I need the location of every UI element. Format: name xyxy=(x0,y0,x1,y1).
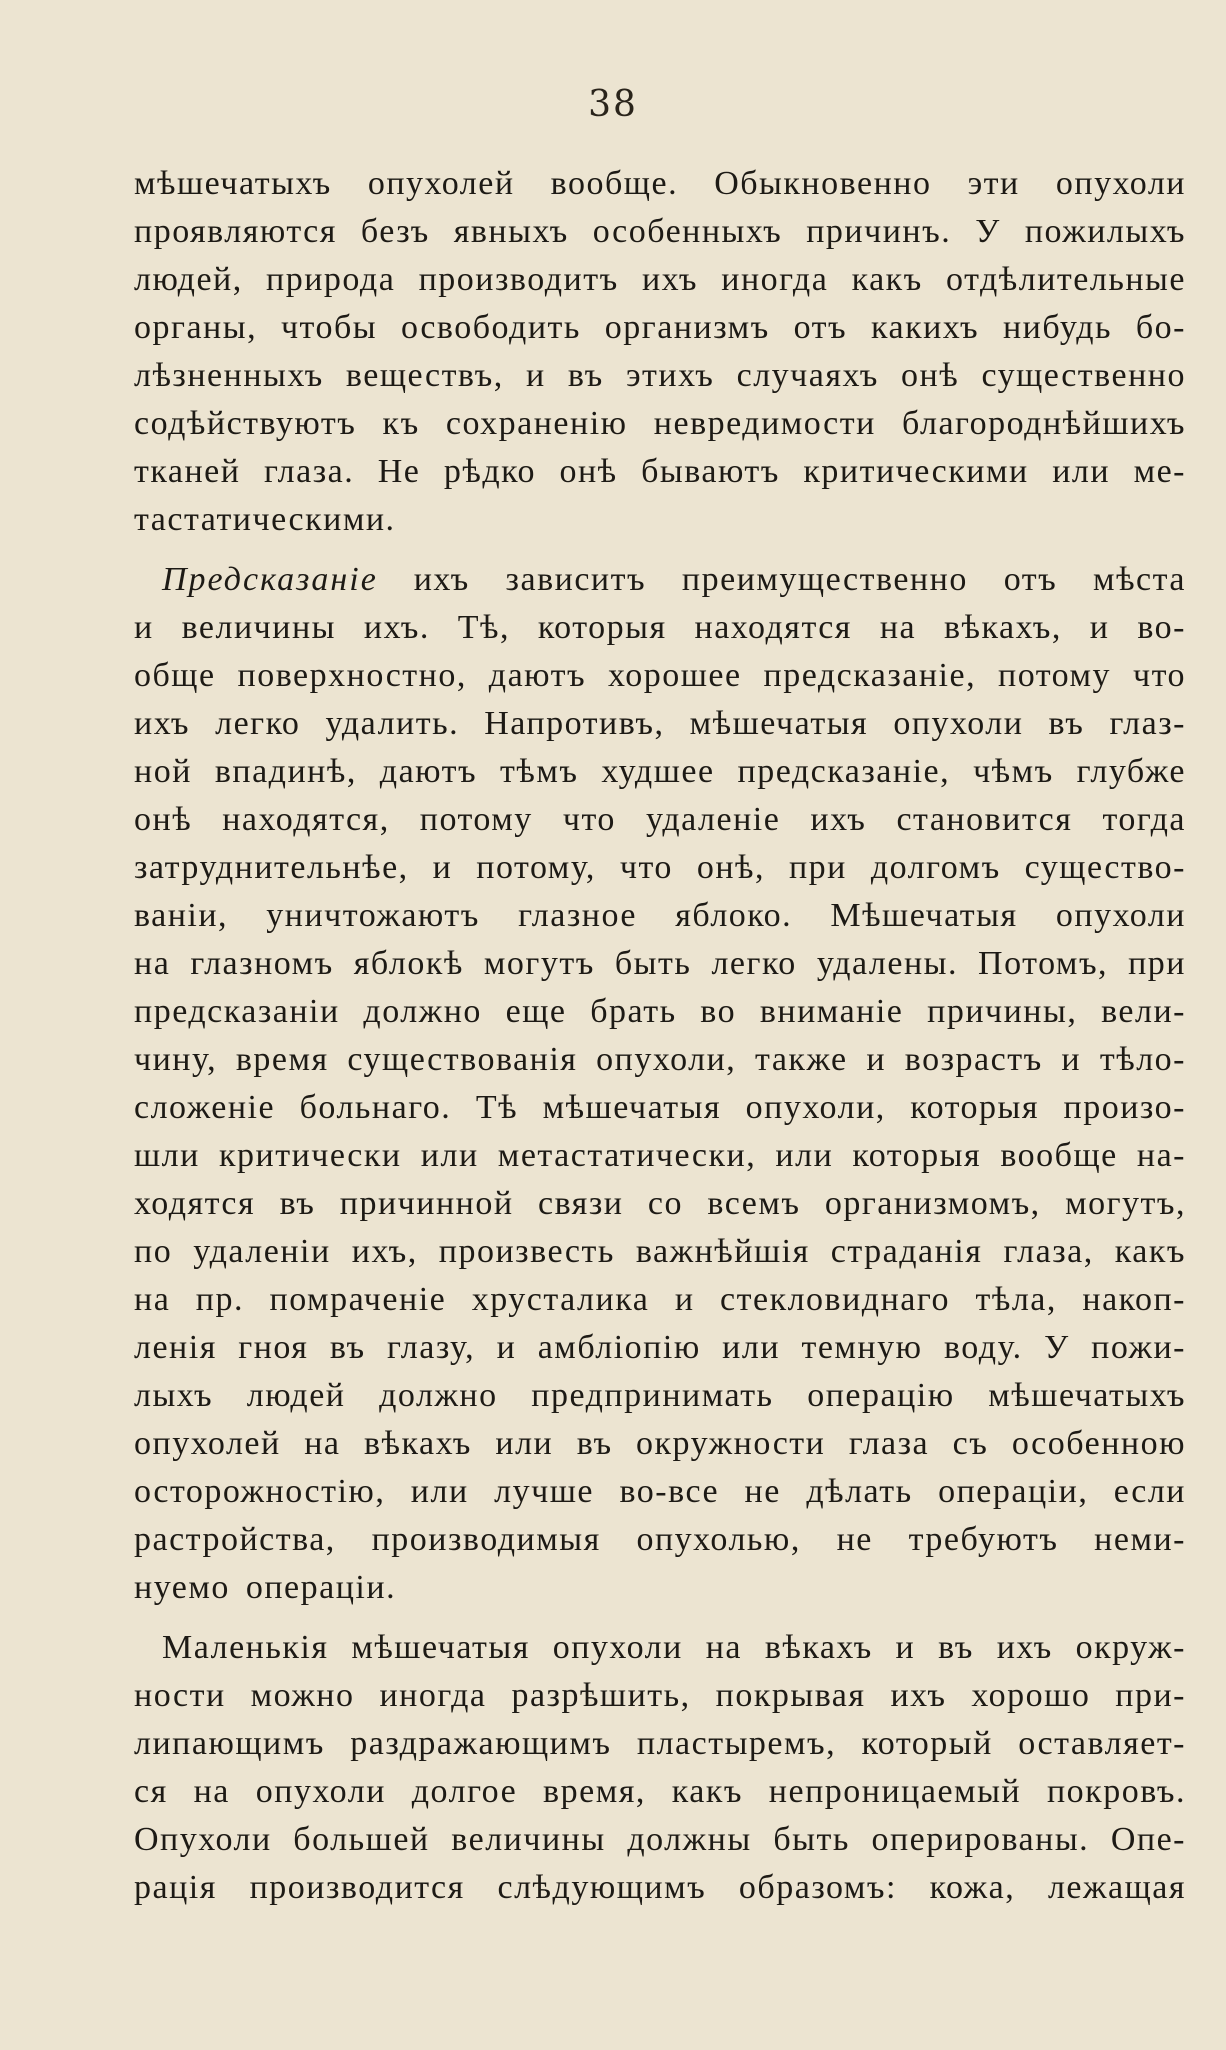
text-line: по удаленіи ихъ, произвесть важнѣйшія страданія глаза, какъ xyxy=(134,1233,1186,1270)
text-line: чину, время существованія опухоли, также и возрастъ и тѣло- xyxy=(134,1041,1186,1078)
text-line: предсказаніи должно еще брать во вниманіе причины, вели- xyxy=(134,993,1186,1030)
paragraph-2 xyxy=(134,556,1186,1612)
emphasized-word: Предсказаніе xyxy=(162,561,378,598)
paragraph-spacer xyxy=(134,544,1186,556)
text-line: онѣ находятся, потому что удаленіе ихъ становится тогда xyxy=(134,801,1186,838)
text-line: ной впадинѣ, даютъ тѣмъ худшее предсказаніе, чѣмъ глубже xyxy=(134,753,1186,790)
text-line: ся на опухоли долгое время, какъ непроницаемый покровъ. xyxy=(134,1773,1186,1810)
text-line: ходятся въ причинной связи со всемъ организмомъ, могутъ, xyxy=(134,1185,1186,1222)
text-line: и величины ихъ. Тѣ, которыя находятся на вѣкахъ, и во- xyxy=(134,609,1186,646)
text-line: тастатическими. xyxy=(134,501,396,538)
text-line: людей, природа производитъ ихъ иногда какъ отдѣлительные xyxy=(134,261,1186,298)
paragraph-3 xyxy=(134,1624,1186,1912)
text-line: растройства, производимыя опухолью, не требуютъ неми- xyxy=(134,1521,1186,1558)
text-line: Опухоли большей величины должны быть оперированы. Опе- xyxy=(134,1821,1186,1858)
paragraph-1 xyxy=(134,160,1186,544)
text-line: сложеніе больнаго. Тѣ мѣшечатыя опухоли, которыя произо- xyxy=(134,1089,1186,1126)
text-line: затруднительнѣе, и потому, что онѣ, при долгомъ существо- xyxy=(134,849,1186,886)
text-line: нуемо операціи. xyxy=(134,1569,397,1606)
page-number: 38 xyxy=(588,84,638,125)
text-line: на глазномъ яблокѣ могутъ быть легко удалены. Потомъ, при xyxy=(134,945,1186,982)
paragraph-spacer xyxy=(134,1612,1186,1624)
text-line: ности можно иногда разрѣшить, покрывая ихъ хорошо при- xyxy=(134,1677,1186,1714)
text-line: ленія гноя въ глазу, и амбліопію или темную воду. У пожи- xyxy=(134,1329,1186,1366)
text-line: Маленькія мѣшечатыя опухоли на вѣкахъ и въ ихъ окруж- xyxy=(162,1629,1186,1666)
text-fragment: ихъ зависитъ преимущественно отъ мѣста xyxy=(413,561,1186,598)
text-line: липающимъ раздражающимъ пластыремъ, который оставляет- xyxy=(134,1725,1186,1762)
text-line: опухолей на вѣкахъ или въ окружности глаза съ особенною xyxy=(134,1425,1186,1462)
text-line: рація производится слѣдующимъ образомъ: кожа, лежащая xyxy=(134,1869,1186,1906)
page-text xyxy=(134,160,1186,1912)
text-line: тканей глаза. Не рѣдко онѣ бываютъ критическими или ме- xyxy=(134,453,1186,490)
text-line: обще поверхностно, даютъ хорошее предсказаніе, потому что xyxy=(134,657,1186,694)
text-line: содѣйствуютъ къ сохраненію невредимости благороднѣйшихъ xyxy=(134,405,1186,442)
text-line: лыхъ людей должно предпринимать операцію мѣшечатыхъ xyxy=(134,1377,1186,1414)
text-line: органы, чтобы освободить организмъ отъ какихъ нибудь бо- xyxy=(134,309,1186,346)
text-line: ваніи, уничтожаютъ глазное яблоко. Мѣшечатыя опухоли xyxy=(134,897,1186,934)
text-line: шли критически или метастатически, или которыя вообще на- xyxy=(134,1137,1186,1174)
text-line: лѣзненныхъ веществъ, и въ этихъ случаяхъ онѣ существенно xyxy=(134,357,1186,394)
text-line: ихъ легко удалить. Напротивъ, мѣшечатыя опухоли въ глаз- xyxy=(134,705,1186,742)
text-line: осторожностію, или лучше во-все не дѣлать операціи, если xyxy=(134,1473,1186,1510)
text-line: мѣшечатыхъ опухолей вообще. Обыкновенно эти опухоли xyxy=(134,165,1186,202)
text-line: проявляются безъ явныхъ особенныхъ причинъ. У пожилыхъ xyxy=(134,213,1186,250)
text-line xyxy=(134,556,1186,604)
text-line: на пр. помраченіе хрусталика и стекловиднаго тѣла, накоп- xyxy=(134,1281,1186,1318)
